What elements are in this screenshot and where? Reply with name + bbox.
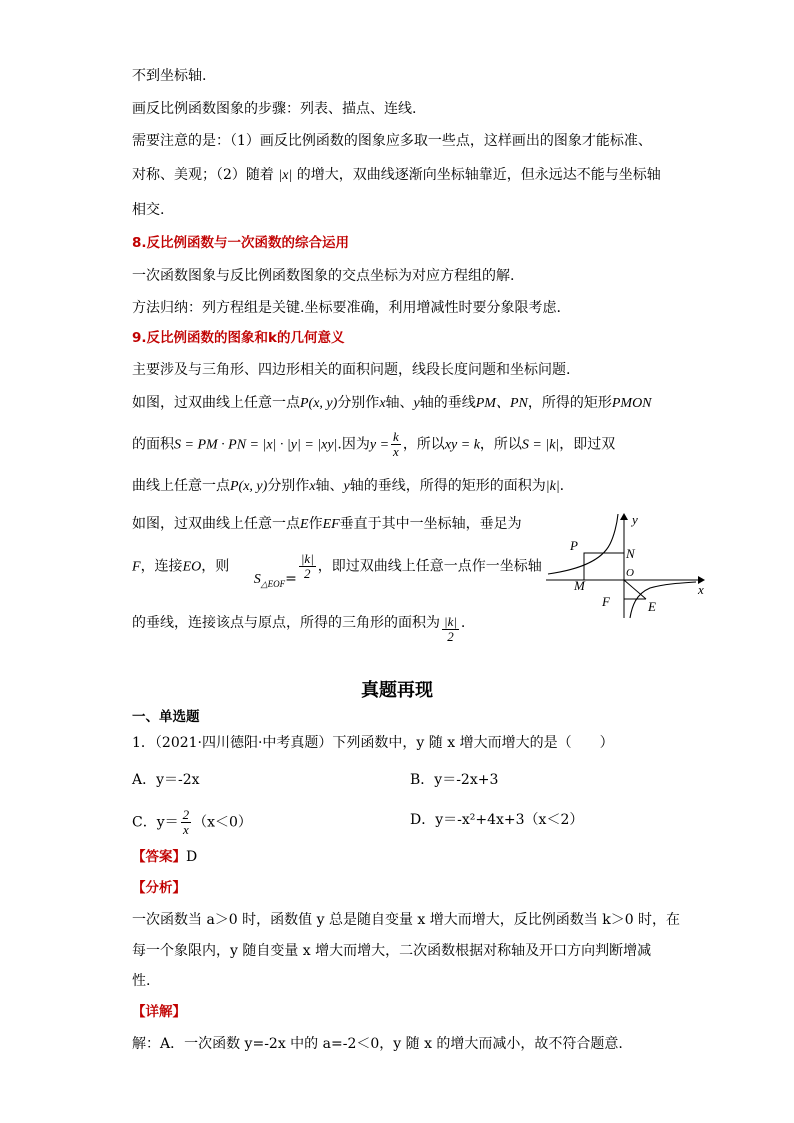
text-line — [132, 165, 661, 186]
label-n: N — [626, 546, 635, 561]
math: x — [379, 396, 386, 411]
fraction: $\frac{k}{x}$ — [393, 429, 399, 459]
math: |k| — [545, 479, 560, 494]
text-fragment: ，所得的矩形 — [527, 395, 612, 411]
text-fragment: ，所以 — [479, 436, 522, 453]
text-line: 主要涉及与三角形、四边形相关的面积问题，线段长度问题和坐标问题. — [132, 362, 571, 378]
section-heading-8: 8.反比例函数与一次函数的综合运用 — [132, 235, 350, 251]
text-line: 方法归纳：列方程组是关键.坐标要准确，利用增减性时要分象限考虑. — [132, 300, 561, 316]
section-heading-9: 9.反比例函数的图象和k的几何意义 — [132, 330, 345, 346]
math: F — [132, 559, 141, 575]
label-e: E — [648, 599, 656, 614]
text-line: F，连接EO，则 $S_{\triangle EOF}=$ $\frac{|k|}{2}$ ，即过双曲线上任意一点作一坐标轴 — [132, 551, 542, 589]
rectangle-pmon — [584, 553, 624, 580]
math: S = |k| — [521, 437, 560, 453]
option-a: A．y＝-2x — [132, 772, 200, 788]
label-x: x — [698, 582, 704, 597]
text-fragment: ，所以 — [402, 436, 445, 453]
text-fragment: .因为 — [337, 436, 370, 453]
text-fragment: 如图，过双曲线上任意一点 — [132, 516, 300, 532]
section-title: 真题再现 — [361, 680, 433, 701]
label-p: P — [570, 538, 578, 553]
label-y: y — [632, 512, 638, 527]
abs-x: |x| — [278, 168, 293, 183]
text-fragment: 分别作 — [267, 478, 310, 494]
text-line: 一次函数图象与反比例函数图象的交点坐标为对应方程组的解. — [132, 268, 515, 284]
text-line — [132, 476, 564, 497]
math: y — [413, 396, 420, 411]
fraction: $\frac{|k|}{2}$ — [300, 551, 314, 581]
math: S = PM · PN = |x| · |y| = |xy| — [174, 437, 338, 453]
math: y — [343, 479, 350, 494]
detail-label: 【详解】 — [132, 1004, 186, 1020]
text-line: 需要注意的是：（1）画反比例函数的图象应多取一些点，这样画出的图象才能标准、 — [132, 133, 652, 149]
hyperbola-figure — [546, 510, 716, 620]
text-fragment: 垂直于其中一坐标轴，垂足为 — [339, 516, 522, 532]
math: E — [300, 517, 309, 532]
text-line — [132, 613, 465, 644]
text-fragment: 轴、 — [315, 478, 344, 494]
text-fragment: 的垂线，连接该点与原点，所得的三角形的面积为 — [132, 615, 440, 631]
text-fragment: . — [559, 478, 565, 494]
math: EO — [182, 559, 202, 575]
hyperbola-branch-right — [630, 582, 696, 618]
text-line — [132, 393, 652, 414]
math: EF — [322, 517, 340, 532]
text-fragment: 如图，过双曲线上任意一点 — [132, 395, 300, 411]
text-fragment: . — [460, 615, 466, 631]
option-b: B．y＝-2x+3 — [410, 772, 499, 788]
label-o: O — [626, 567, 634, 579]
segment-eo — [624, 580, 646, 599]
text-fragment: ，即过双曲线上任意一点作一坐标轴 — [317, 558, 542, 575]
fraction: $\frac{|k|}{2}$ — [444, 614, 457, 644]
text-fragment: ，则 — [201, 558, 230, 575]
text-fragment: ，即过双 — [559, 436, 616, 453]
text-line: 性. — [132, 973, 151, 989]
math: y = — [369, 437, 390, 453]
answer-value: D — [186, 849, 198, 865]
text-line: 一次函数当 a＞0 时，函数值 y 总是随自变量 x 增大而增大，反比例函数当 k＞0 时，在 — [132, 912, 681, 928]
text-fragment: ，连接 — [140, 558, 183, 575]
text-fragment: 轴、 — [385, 395, 414, 411]
math: xy = k — [444, 437, 480, 453]
text-fragment: 分别作 — [337, 395, 380, 411]
text-line — [132, 514, 522, 535]
math: P(x, y) — [230, 479, 268, 494]
text-line: 每一个象限内，y 随自变量 x 增大而增大，二次函数根据对称轴及开口方向判断增减 — [132, 943, 652, 959]
answer-line — [132, 847, 197, 867]
fraction: $\frac{2}{x}$ — [182, 807, 190, 837]
question-stem: 1．（2021·四川德阳·中考真题）下列函数中，y 随 x 增大而增大的是（ ） — [132, 735, 614, 751]
math: P(x, y) — [300, 396, 338, 411]
label-f: F — [602, 594, 610, 609]
sub-heading: 一、单选题 — [132, 709, 200, 725]
text-line: 解：A．一次函数 y=-2x 中的 a=-2＜0，y 随 x 的增大而减小，故不符合题意. — [132, 1036, 623, 1052]
analysis-label: 【分析】 — [132, 880, 186, 896]
text-fragment: 轴的垂线 — [419, 395, 476, 411]
hyperbola-branch-left — [548, 514, 618, 574]
area-symbol: $S_{\triangle EOF}$ — [253, 571, 286, 589]
option-c: C．y＝ $\frac{2}{x}$ （x＜0） — [132, 807, 252, 837]
text-fragment: 轴的垂线，所得的矩形的面积为 — [349, 478, 546, 494]
text-fragment: 作 — [308, 516, 323, 532]
text-fragment: 曲线上任意一点 — [132, 478, 230, 494]
math: PM、PN — [475, 396, 528, 411]
text-fragment: 的增大，双曲线逐渐向坐标轴靠近，但永远达不能与坐标轴 — [296, 167, 661, 183]
text-line: 相交. — [132, 202, 165, 218]
option-d: D．y＝-x²+4x+3（x＜2） — [410, 812, 584, 828]
label-m: M — [574, 578, 585, 593]
text-fragment: 的面积 — [132, 436, 174, 453]
answer-label: 【答案】 — [132, 849, 186, 865]
math: PMON — [611, 396, 652, 411]
math: x — [309, 479, 316, 494]
text-line: 不到坐标轴. — [132, 68, 207, 84]
text-fragment: 对称、美观；（2）随着 — [132, 167, 274, 183]
text-line — [132, 430, 615, 459]
text-line: 画反比例函数图象的步骤：列表、描点、连线. — [132, 101, 417, 117]
